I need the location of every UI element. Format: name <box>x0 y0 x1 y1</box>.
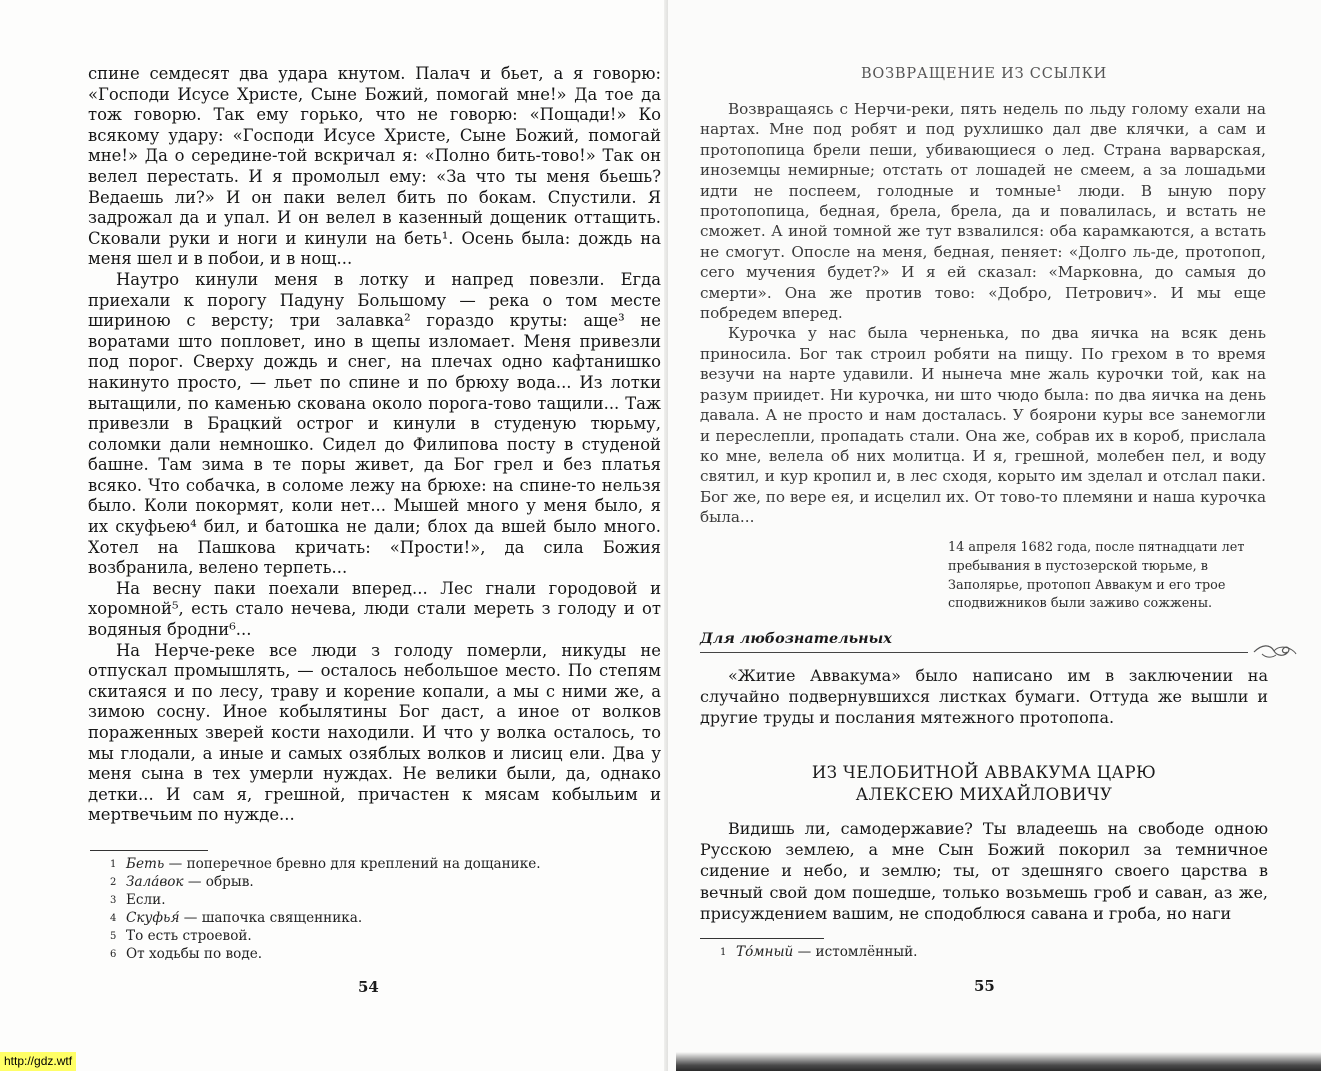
left-footnotes <box>110 855 630 963</box>
editorial-note: 14 апреля 1682 года, после пятнадцати лет пребывания в пустозерской тюрьме, в Заполярье, протопоп Аввакум и его трое сподвижников были заживо сожжены. <box>948 540 1245 612</box>
sidebar-paragraph: «Житие Аввакума» было написано им в заключении на случайно подвернувшихся листках бумаги. Оттуда же вышли и другие труды и послания мятежного протопопа. <box>700 666 1268 727</box>
running-title: ВОЗВРАЩЕНИЕ ИЗ ССЫЛКИ <box>860 66 1108 82</box>
footnote-text: Если. <box>126 892 166 908</box>
sidebar-heading: Для любознательных <box>700 630 892 647</box>
footnote-text: — поперечное бревно для креплений на дощанике. <box>164 856 541 872</box>
footnote-item <box>720 943 1020 961</box>
left-paragraph: На весну паки поехали вперед... Лес гнали городовой и хоромной⁵, есть стало нечева, люди стали мереть з голоду и от водяныя бродни⁶... <box>88 578 661 640</box>
left-page-text <box>88 64 661 826</box>
watermark-link[interactable]: http://gdz.wtf <box>0 1052 76 1071</box>
footnote-item <box>110 909 630 927</box>
page-number-right: 55 <box>974 977 995 995</box>
footnote-divider <box>90 850 208 851</box>
footnote-item <box>110 891 630 909</box>
footnote-number: 1 <box>110 859 117 870</box>
footnote-text: То есть строевой. <box>126 928 252 944</box>
right-paragraph: Возвращаясь с Нерчи-реки, пять недель по льду голому ехали на нартах. Мне под робят и под рухлишко дал две клячки, а сам и протопопица брели пеши, убивающиеся о лед. Страна варварская, иноземцы немирные; отстать от лошадей не смеем, а за лошадьми идти не поспеем, голодные и томные¹ люди. В ыную пору протопопица, бедная, брела, брела, да и повалилась, и встать не сможет. А иной томной же тут взвалился: оба карамкаются, а встать не смогут. Опосле на меня, бедная, пеняет: «Долго ль-де, протопоп, сего мучения будет?» И я ей сказал: «Марковна, до самыя до смерти». Она же против тово: «Добро, Петрович». И мы еще побредем вперед. <box>700 100 1266 323</box>
footnote-term: Зала́вок <box>126 874 184 890</box>
footnote-text: — обрыв. <box>183 874 254 890</box>
sidebar-text <box>700 665 1268 728</box>
page-number-left: 54 <box>358 978 379 996</box>
right-paragraph: Курочка у нас была черненька, по два яичка на всяк день приносила. Бог так строил робяти на пищу. По грехом в то время везучи на нарте удавили. И нынеча мне жаль курочки той, как на разум приидет. Ни курочка, ни што чюдо была: по два яичка на день давала. А не просто и нам досталась. У боярони куры все занемогли и переслепли, пропадать стали. Она же, собрав их в короб, прислала ко мне, велела об них молитца. И я, грешной, молебен пел, и воду святил, и кур кропил и, в лес сходя, корыто им зделал и отслал паки. Бог же, по вере ея, и исцелил их. От тово-то племяни и наша курочка была... <box>700 324 1266 527</box>
flourish-ornament-icon <box>1252 642 1298 662</box>
footnote-number: 5 <box>110 931 117 942</box>
left-paragraph: спине семдесят два удара кнутом. Палач и бьет, а я говорю: «Господи Исусе Христе, Сыне Божий, помогай мне!» Да тое да тож говорю. Так ему горько, что не говорю: «Пощади!» Ко всякому удару: «Господи Исусе Христе, Сыне Божий, помогай мне!» Да о середине-той вскричал я: «Полно бить-тово!» Так он велел перестать. И я промолыл ему: «За что ты меня бьешь? Ведаешь ли?» И он паки велел бить по бокам. Спустили. Я задрожал да и упал. И он велел в казенный дощеник оттащить. Сковали руки и ноги и кинули на беть¹. Осень была: дождь на меня шел и в побои, и в нощ... <box>88 64 661 269</box>
footnote-number: 1 <box>720 947 727 958</box>
section-title-line: ИЗ ЧЕЛОБИТНОЙ АВВАКУМА ЦАРЮ <box>811 763 1157 782</box>
footnote-text: — истомлённый. <box>793 944 918 960</box>
footnote-term: Скуфья́ <box>126 910 180 926</box>
right-page-text <box>700 99 1266 528</box>
petition-text <box>700 818 1268 924</box>
footnote-divider <box>700 938 824 939</box>
footnote-number: 6 <box>110 949 117 960</box>
section-title-line: АЛЕКСЕЮ МИХАЙЛОВИЧУ <box>855 785 1113 804</box>
footnote-term: Беть <box>126 856 165 872</box>
sidebar-heading-rule <box>700 652 1248 653</box>
footnote-text: От ходьбы по воде. <box>126 946 263 962</box>
section-title <box>700 762 1268 806</box>
footnote-text: — шапочка священника. <box>179 910 363 926</box>
left-paragraph: На Нерче-реке все люди з голоду померли, никуды не отпускал промышлять, — осталось небольшое место. По степям скитаяся и по лесу, траву и корение копали, а мы с ними же, а зимою сосну. Иное кобылятины Бог даст, а иное от волков пораженных зверей кости находили. И что у волка осталось, то мы глодали, а иные и самых озяблых волков и лисиц ели. Два у меня сына в тех умерли нуждах. Не велики были, да, однако детки... И сам я, грешной, причастен к мясам кобыльим и мертвечьим по нужде... <box>88 640 661 825</box>
footnote-number: 3 <box>110 895 117 906</box>
right-footnotes <box>720 943 1020 961</box>
left-paragraph: Наутро кинули меня в лотку и напред повезли. Егда приехали к порогу Падуну Большому — река о том месте шириною с версту; три залавка² гораздо круты: аще³ не воратами што попловет, ино в щепы изломает. Меня привезли под порог. Сверху дождь и снег, на плечах одно кафтанишко накинуто просто, — льет по спине и по брюху вода... Из лотки вытащили, по каменью скована около порога-тово тащили... Таж привезли в Брацкий острог и кинули в студеную тюрьму, соломки дали немношко. Сидел до Филипова посту в студеной башне. Там зима в те поры живет, да Бог грел и без платья всяко. Что собачка, в соломе лежу на брюхе: на спине-то нельзя было. Коли покормят, коли нет... Мышей много у меня было, я их скуфьею⁴ бил, и батошка не дали; блох да вшей было много. Хотел на Пашкова кричать: «Прости!», да сила Божия возбранила, велено терпеть... <box>88 269 661 578</box>
footnote-number: 4 <box>110 913 117 924</box>
footnote-number: 2 <box>110 877 117 888</box>
footnote-item <box>110 873 630 891</box>
footnote-term: То́мный <box>736 944 794 960</box>
footnote-item <box>110 927 630 945</box>
footnote-item <box>110 855 630 873</box>
page-bottom-shadow <box>676 1052 1321 1071</box>
petition-paragraph: Видишь ли, самодержавие? Ты владеешь на свободе одною Русскою землею, а мне Сын Божий покорил за темничное сидение и небо, и землю; ты, от здешняго своего царства в вечный свой дом пошедше, только возьмешь гроб и саван, аз же, присуждением вашим, не сподоблюся савана и гроба, но наги <box>700 819 1268 923</box>
footnote-item <box>110 945 630 963</box>
